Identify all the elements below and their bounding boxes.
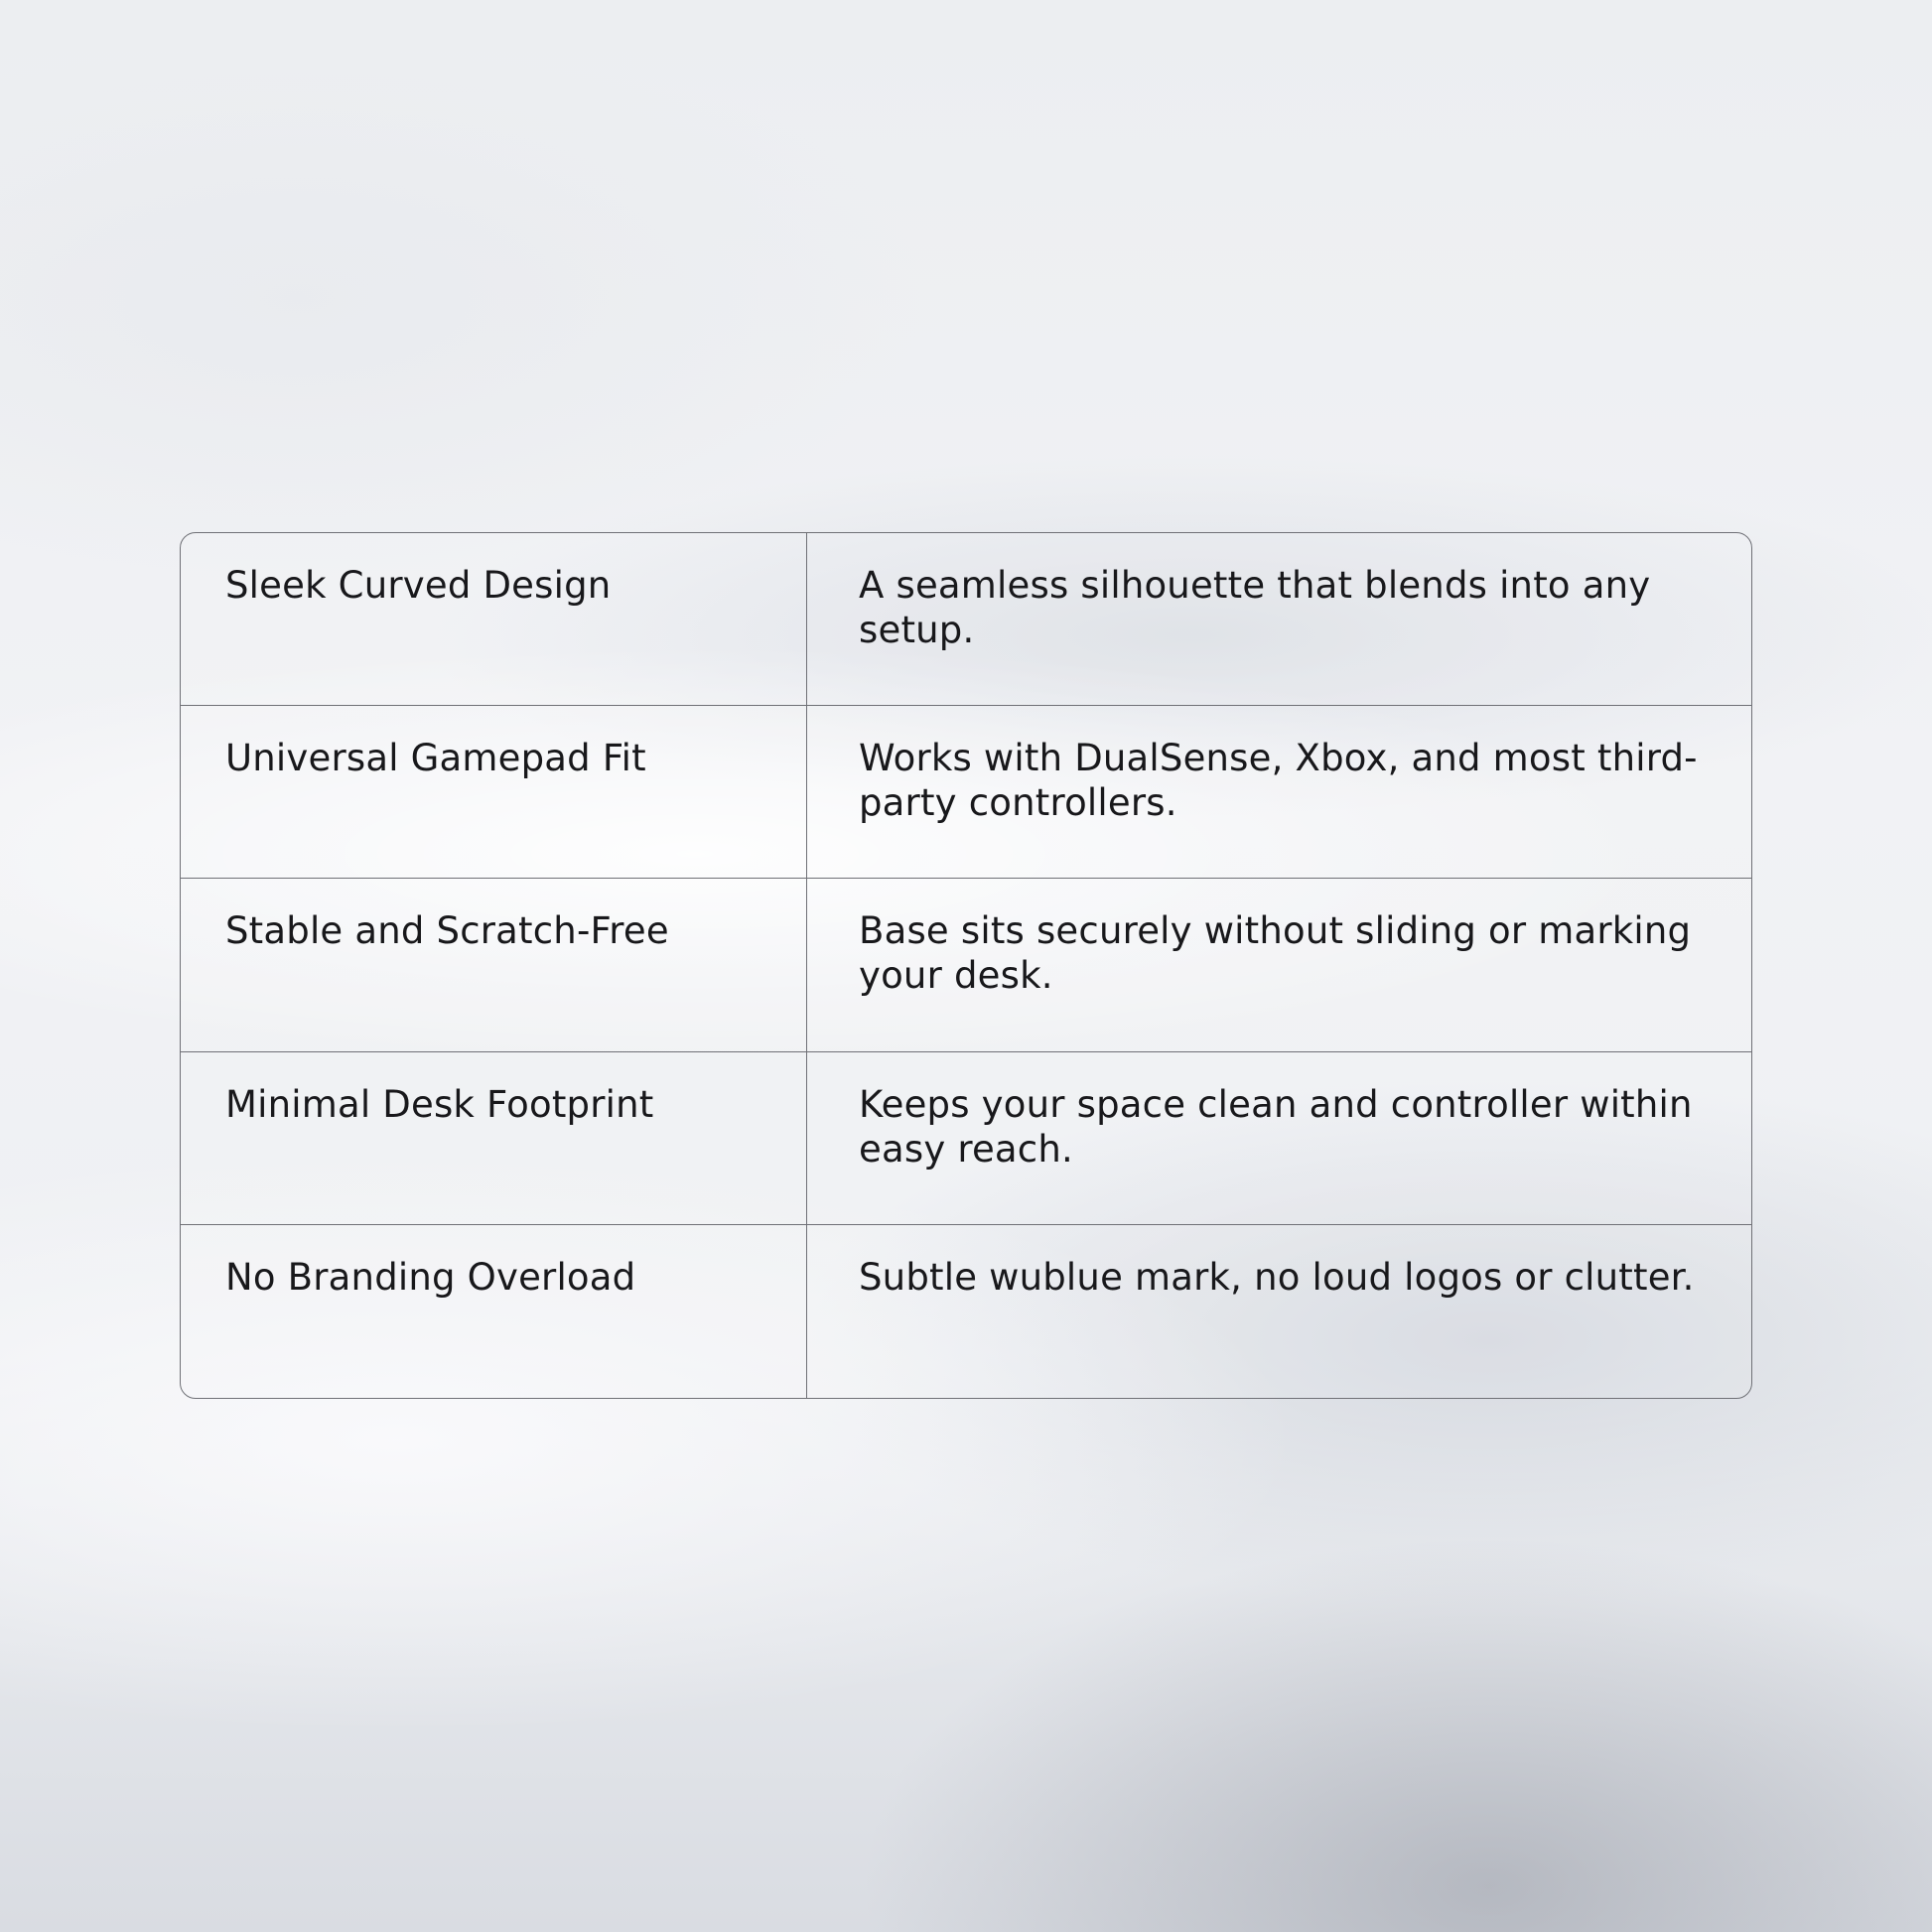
feature-description-cell: Subtle wublue mark, no loud logos or clutter. [859, 1255, 1695, 1299]
feature-description-cell: A seamless silhouette that blends into any setup. [807, 533, 1751, 706]
feature-name-cell: Minimal Desk Footprint [181, 1052, 807, 1225]
feature-name-cell: Sleek Curved Design [181, 533, 807, 706]
feature-table [180, 532, 1752, 1399]
feature-description-cell: Works with DualSense, Xbox, and most third-party controllers. [807, 706, 1751, 879]
feature-name-cell: Universal Gamepad Fit [181, 706, 807, 879]
feature-name-cell: Stable and Scratch-Free [181, 879, 807, 1051]
feature-name-cell: No Branding Overload [181, 1225, 807, 1398]
feature-description-cell: Base sits securely without sliding or marking your desk. [807, 879, 1751, 1051]
feature-description-cell: Keeps your space clean and controller within easy reach. [807, 1052, 1751, 1225]
